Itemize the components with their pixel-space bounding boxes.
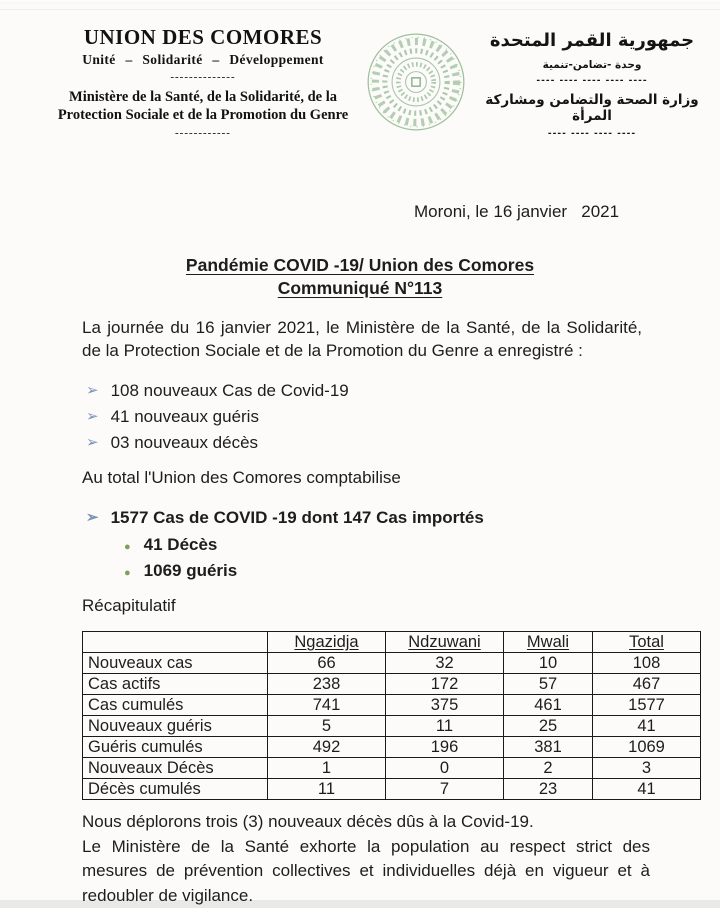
list-item: [86, 378, 720, 404]
table-row: [83, 674, 701, 695]
cell: 41: [593, 716, 701, 737]
photo-scan-line: [0, 9, 720, 10]
letterhead-french: [46, 26, 360, 138]
total-recovered: 1069 guéris: [144, 559, 238, 583]
row-label: Guéris cumulés: [83, 737, 268, 758]
row-label: Nouveaux guéris: [83, 716, 268, 737]
cell: 10: [504, 653, 593, 674]
closing-paragraph: Le Ministère de la Santé exhorte la population au respect strict des mesures de prévention collectives et individuelles déjà en vigueur et à redoubler de vigilance.: [82, 835, 650, 908]
cell: 66: [268, 653, 386, 674]
list-item: [124, 533, 720, 559]
comoros-seal-icon: [364, 30, 468, 134]
cell: 7: [386, 779, 504, 800]
cell: 11: [268, 779, 386, 800]
photo-top-edge: [0, 0, 720, 4]
total-intro: Au total l'Union des Comores comptabilise: [82, 466, 720, 489]
row-label: Décès cumulés: [83, 779, 268, 800]
cell: 467: [593, 674, 701, 695]
closing-line-1: Nous déplorons trois (3) nouveaux décès dûs à la Covid-19.: [82, 810, 650, 835]
table-row: [83, 779, 701, 800]
cell: 23: [504, 779, 593, 800]
table-row: [83, 737, 701, 758]
total-cases-line: [86, 505, 720, 531]
divider-dashes: ---- ---- ---- ---- ----: [472, 77, 712, 85]
divider-dashes: --------------: [46, 73, 360, 82]
ministry-line-1: Ministère de la Santé, de la Solidarité, de la: [46, 89, 360, 107]
cell: 492: [268, 737, 386, 758]
table-row: [83, 653, 701, 674]
recap-table: [82, 631, 701, 800]
total-sub-list: [124, 533, 720, 585]
document-title: [0, 254, 720, 300]
ministry-name-fr: [46, 89, 360, 124]
cell: 375: [386, 695, 504, 716]
date-line: Moroni, le 16 janvier 2021: [414, 202, 720, 222]
divider-dashes: ------------: [46, 129, 360, 138]
country-name-ar: جمهورية القمر المتحدة: [472, 30, 712, 52]
total-cases: 1577 Cas de COVID -19 dont 147 Cas importés: [111, 505, 484, 530]
national-seal: [360, 26, 472, 138]
list-item: [86, 505, 720, 531]
ministry-line-2: Protection Sociale et de la Promotion du Genre: [46, 107, 360, 125]
col-header-ndzuwani: Ndzuwani: [386, 632, 504, 653]
cell: 196: [386, 737, 504, 758]
recap-label: Récapitulatif: [82, 594, 720, 617]
cell: 11: [386, 716, 504, 737]
cell: 461: [504, 695, 593, 716]
list-item: [86, 430, 720, 456]
cell: 2: [504, 758, 593, 779]
daily-stats-list: [86, 378, 720, 456]
cell: 238: [268, 674, 386, 695]
national-motto-ar: وحدة -تضامن-تنمية: [472, 59, 712, 71]
col-header-empty: [83, 632, 268, 653]
cell: 41: [593, 779, 701, 800]
row-label: Nouveaux cas: [83, 653, 268, 674]
table-row: [83, 716, 701, 737]
divider-dashes: ---- ---- ---- ----: [472, 130, 712, 138]
cell: 3: [593, 758, 701, 779]
intro-paragraph: La journée du 16 janvier 2021, le Ministère de la Santé, de la Solidarité, de la Protection Sociale et de la Promotion du Genre a enregistré :: [82, 316, 642, 362]
cell: 1: [268, 758, 386, 779]
cell: 1069: [593, 737, 701, 758]
table-header-row: [83, 632, 701, 653]
title-line-1: Pandémie COVID -19/ Union des Comores: [0, 254, 720, 277]
cell: 1577: [593, 695, 701, 716]
cell: 25: [504, 716, 593, 737]
list-item: [124, 559, 720, 585]
cell: 0: [386, 758, 504, 779]
dot-bullet-icon: ●: [124, 561, 131, 585]
table-row: [83, 695, 701, 716]
cell: 5: [268, 716, 386, 737]
arrow-bullet-icon: ➢: [86, 378, 99, 403]
total-deaths: 41 Décès: [144, 533, 218, 557]
daily-new-cases: 108 nouveaux Cas de Covid-19: [111, 378, 349, 403]
letterhead-arabic: [472, 26, 712, 138]
national-motto-fr: Unité – Solidarité – Développement: [46, 52, 360, 68]
cell: 741: [268, 695, 386, 716]
letterhead: [0, 0, 720, 138]
daily-deaths: 03 nouveaux décès: [111, 430, 258, 455]
dot-bullet-icon: ●: [124, 535, 131, 559]
list-item: [86, 404, 720, 430]
closing-block: [82, 810, 650, 908]
col-header-total: Total: [593, 632, 701, 653]
col-header-mwali: Mwali: [504, 632, 593, 653]
cell: 172: [386, 674, 504, 695]
country-name-fr: UNION DES COMORES: [46, 26, 360, 49]
cell: 108: [593, 653, 701, 674]
arrow-bullet-icon: ➢: [86, 404, 99, 429]
cell: 32: [386, 653, 504, 674]
title-line-2: Communiqué N°113: [0, 277, 720, 300]
daily-recovered: 41 nouveaux guéris: [111, 404, 259, 429]
ministry-name-ar: وزارة الصحة والتضامن ومشاركة المرأة: [472, 92, 712, 124]
col-header-ngazidja: Ngazidja: [268, 632, 386, 653]
arrow-bullet-icon: ➢: [86, 430, 99, 455]
cell: 57: [504, 674, 593, 695]
row-label: Cas cumulés: [83, 695, 268, 716]
row-label: Nouveaux Décès: [83, 758, 268, 779]
arrow-bullet-icon: ➢: [86, 505, 99, 530]
table-row: [83, 758, 701, 779]
row-label: Cas actifs: [83, 674, 268, 695]
cell: 381: [504, 737, 593, 758]
